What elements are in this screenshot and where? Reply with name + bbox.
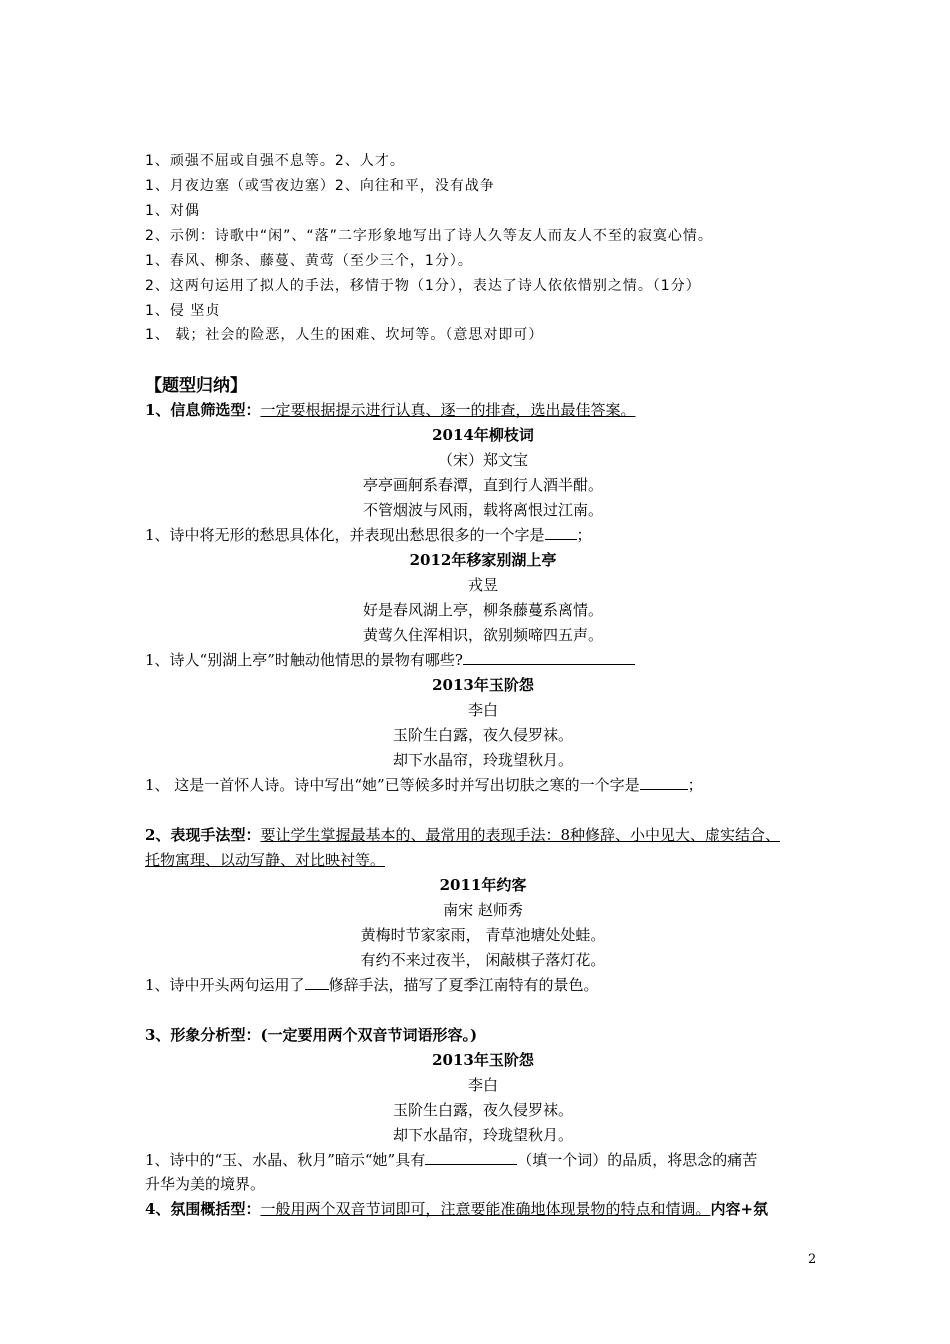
- poem-line: 有约不来过夜半， 闲敲棋子落灯花。: [360, 951, 606, 969]
- question-text: 1、 这是一首怀人诗。诗中写出“她”已等候多时并写出切肤之寒的一个字是: [145, 776, 640, 794]
- answer-line: 1、月夜边塞（或雪夜边塞）2、向往和平，没有战争: [145, 178, 495, 194]
- poem-author: 戎昱: [467, 576, 498, 594]
- question-text: 1、诗人“别湖上亭”时触动他情思的景物有哪些?: [145, 651, 463, 669]
- poem-author: 李白: [467, 1076, 498, 1094]
- question-text: 1、诗中开头两句运用了: [145, 976, 305, 994]
- poem-title: 2012年移家别湖上亭: [409, 551, 557, 569]
- type3-label: 3、形象分析型：: [145, 1026, 261, 1044]
- answer-line: 1、春风、柳条、藤蔓、黄莺（至少三个，1分）。: [145, 253, 473, 269]
- answer-blank: [305, 975, 329, 990]
- question-text: 1、诗中将无形的愁思具体化，并表现出愁思很多的一个字是: [145, 526, 545, 544]
- question-text: （填一个词）的品质，将思念的痛苦: [517, 1151, 758, 1169]
- answer-line: 2、示例：诗歌中“闲”、“落”二字形象地写出了诗人久等友人而友人不至的寂寞心情。: [145, 228, 713, 244]
- poem-line: 黄梅时节家家雨， 青草池塘处处蛙。: [360, 926, 606, 944]
- answer-line: 1、顽强不屈或自强不息等。2、人才。: [145, 153, 405, 169]
- type3-desc: (一定要用两个双音节词语形容。): [260, 1026, 478, 1044]
- answer-blank: [463, 650, 635, 665]
- answer-line: 1、对偶: [145, 203, 200, 219]
- poem-author: （宋）郑文宝: [437, 451, 528, 469]
- type4-desc: 一般用两个双音节词即可，注意要能准确地体现景物的特点和情调。: [260, 1200, 711, 1218]
- question-end: ；: [576, 526, 592, 544]
- poem-line: 黄莺久住浑相识，欲别频啼四五声。: [362, 626, 603, 644]
- question-end: ；: [687, 776, 703, 794]
- poem-title: 2013年玉阶怨: [432, 676, 534, 694]
- answer-line: 1、 载；社会的险恶，人生的困难、坎坷等。（意思对即可）: [145, 327, 544, 343]
- poem-author: 李白: [467, 701, 498, 719]
- poem-title: 2011年约客: [439, 876, 527, 894]
- poem-line: 玉阶生白露，夜久侵罗袜。: [392, 726, 573, 744]
- type4-desc-bold: 内容+氛: [710, 1200, 769, 1218]
- answer-blank: [545, 525, 577, 540]
- type3-line: [145, 1024, 477, 1046]
- type4-line: [145, 1198, 768, 1220]
- type1-line: [145, 399, 635, 421]
- poem-title: 2014年柳枝词: [432, 426, 534, 444]
- type2-label: 2、表现手法型：: [145, 826, 261, 844]
- poem-title: 2013年玉阶怨: [432, 1051, 534, 1069]
- type1-desc: 一定要根据提示进行认真、逐一的排查，选出最佳答案。: [260, 401, 636, 419]
- question-line: [145, 649, 635, 671]
- section-heading: 【题型归纳】: [145, 376, 247, 396]
- poem-line: 却下水晶帘，玲珑望秋月。: [392, 751, 573, 769]
- question-line: [145, 524, 592, 546]
- type2-line: [145, 824, 780, 846]
- answer-line: 1、侵 坚贞: [145, 303, 221, 319]
- answer-blank: [640, 775, 688, 790]
- type4-label: 4、氛围概括型：: [145, 1200, 261, 1218]
- page-number: 2: [808, 1252, 817, 1267]
- answer-line: 2、这两句运用了拟人的手法，移情于物（1分），表达了诗人依依惜别之情。（1分）: [145, 278, 701, 294]
- poem-line: 亭亭画舸系春潭，直到行人酒半酣。: [362, 476, 603, 494]
- question-line: [145, 974, 599, 996]
- type2-desc-cont: 托物寓理、以动写静、对比映衬等。: [145, 851, 386, 869]
- poem-author: 南宋 赵师秀: [443, 901, 523, 919]
- question-text: 修辞手法，描写了夏季江南特有的景色。: [328, 976, 599, 994]
- question-line: [145, 1149, 757, 1171]
- question-line: [145, 774, 703, 796]
- answer-blank: [425, 1150, 517, 1165]
- type1-label: 1、信息筛选型：: [145, 401, 261, 419]
- question-line-cont: 升华为美的境界。: [145, 1175, 266, 1193]
- poem-line: 好是春风湖上亭，柳条藤蔓系离情。: [362, 601, 603, 619]
- poem-line: 不管烟波与风雨，载将离恨过江南。: [362, 501, 603, 519]
- poem-line: 玉阶生白露，夜久侵罗袜。: [392, 1101, 573, 1119]
- question-text: 1、诗中的“玉、水晶、秋月”暗示“她”具有: [145, 1151, 426, 1169]
- poem-line: 却下水晶帘，玲珑望秋月。: [392, 1126, 573, 1144]
- type2-desc: 要让学生掌握最基本的、最常用的表现手法：8种修辞、小中见大、虚实结合、: [260, 826, 781, 844]
